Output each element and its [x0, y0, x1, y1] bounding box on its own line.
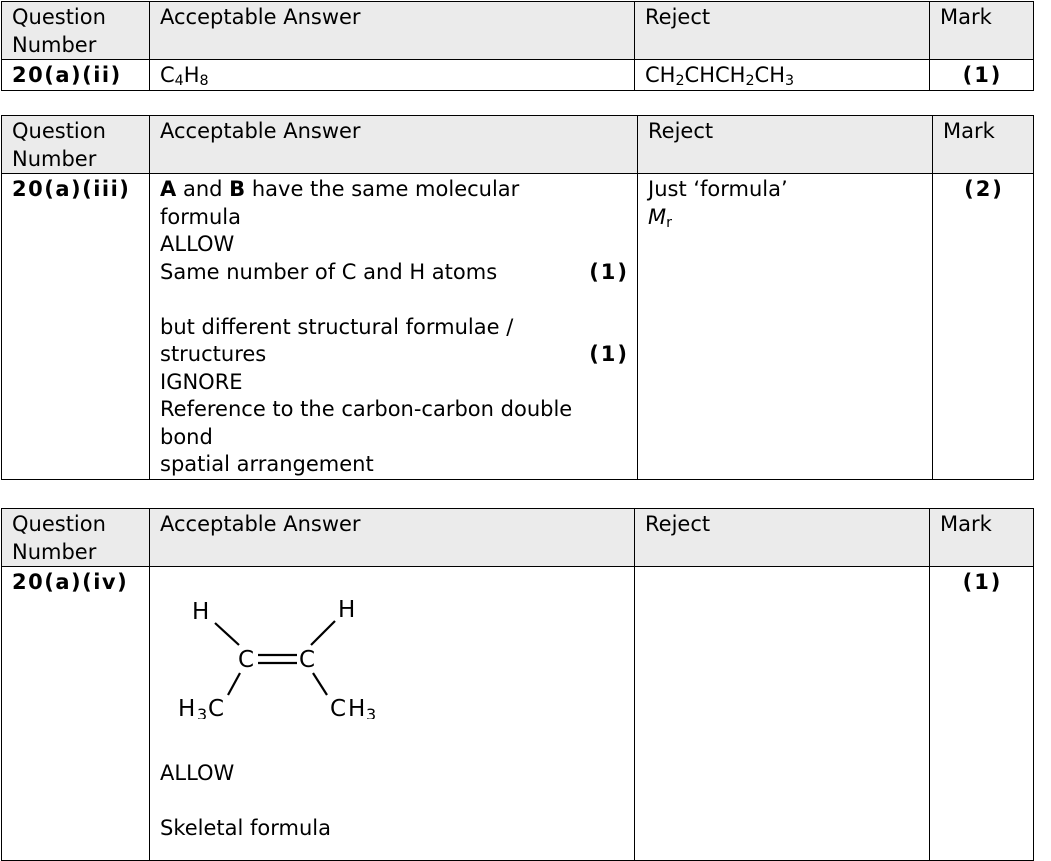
answer-row [2, 60, 1034, 91]
header-mark: Mark [933, 116, 1034, 174]
bond-ch3-right [313, 673, 327, 695]
header-mark: Mark [930, 509, 1034, 567]
reject-answer [638, 174, 933, 480]
acceptable-answer [150, 567, 635, 861]
mark: (1) [930, 60, 1034, 91]
formula-part: H [183, 63, 200, 87]
header-question-number: Question Number [2, 509, 150, 567]
h3c-subscript: 3 [197, 705, 208, 719]
answer-line: Reference to the carbon-carbon double [160, 397, 573, 421]
ch3-h-label: H [348, 696, 366, 719]
c-left-label: C [238, 647, 255, 673]
question-number: 20(a)(iii) [2, 174, 150, 480]
ignore-label: IGNORE [160, 369, 243, 394]
spacer [160, 788, 626, 816]
answer-text: structures [160, 342, 267, 366]
relative-mass-symbol: M [648, 204, 667, 229]
answer-line: Skeletal formula [160, 816, 332, 840]
header-row [2, 116, 1034, 174]
allow-label: ALLOW [160, 761, 235, 785]
h3c-h-label: H [178, 696, 196, 719]
label-b: B [229, 177, 246, 201]
ch3-c-label: C [330, 696, 347, 719]
header-question-number: Question Number [2, 2, 150, 60]
answer-line: formula [160, 204, 241, 229]
mark-table-20a-ii [1, 1, 1034, 91]
bond-h-left [215, 623, 239, 645]
answer-line: bond [160, 424, 213, 449]
conjunction: and [182, 177, 223, 201]
mark-table-20a-iv [1, 508, 1034, 861]
but-2-ene-structure-diagram [170, 579, 410, 719]
bond-ch3-left [228, 673, 240, 695]
formula-subscript: 3 [785, 73, 795, 90]
formula-part: CH [645, 63, 676, 87]
formula-subscript: 2 [675, 73, 685, 90]
ch3-subscript: 3 [366, 705, 377, 719]
acceptable-answer [150, 174, 638, 480]
formula-part: CH [754, 63, 786, 87]
c-right-label: C [299, 647, 316, 673]
header-reject: Reject [635, 509, 930, 567]
answer-row [2, 567, 1034, 861]
answer-text: Same number of C and H atoms [160, 259, 498, 284]
question-number: 20(a)(iv) [2, 567, 150, 861]
mark: (1) [930, 567, 1034, 861]
spacer [160, 286, 629, 314]
relative-mass-subscript: r [666, 214, 672, 231]
formula-part: C [160, 63, 175, 87]
header-acceptable-answer: Acceptable Answer [150, 509, 635, 567]
header-mark: Mark [930, 2, 1034, 60]
label-a: A [160, 177, 177, 201]
sub-mark: (1) [589, 342, 629, 366]
header-acceptable-answer: Acceptable Answer [150, 116, 638, 174]
bond-h-right [311, 621, 335, 645]
sub-mark: (1) [589, 259, 629, 284]
reject-line [648, 204, 924, 232]
h3c-c-label: C [208, 696, 225, 719]
formula-subscript: 4 [174, 73, 184, 90]
reject-answer [635, 567, 930, 861]
acceptable-answer [150, 60, 635, 91]
question-number: 20(a)(ii) [2, 60, 150, 91]
answer-line: spatial arrangement [160, 452, 374, 476]
header-acceptable-answer: Acceptable Answer [150, 2, 635, 60]
answer-line-with-mark [160, 341, 629, 369]
header-reject: Reject [635, 2, 930, 60]
reject-line: Just ‘formula’ [648, 177, 788, 201]
mark-table-20a-iii [1, 115, 1034, 480]
header-row [2, 509, 1034, 567]
mark: (2) [933, 174, 1034, 480]
formula-subscript: 2 [745, 73, 755, 90]
h-left-label: H [192, 599, 210, 625]
formula-part: CHCH [684, 63, 746, 87]
answer-line: but different structural formulae / [160, 314, 514, 339]
answer-text: have the same molecular [251, 177, 520, 201]
bond-lines [215, 621, 335, 695]
header-question-number: Question Number [2, 116, 150, 174]
header-reject: Reject [638, 116, 933, 174]
header-row [2, 2, 1034, 60]
allow-label: ALLOW [160, 232, 235, 256]
reject-answer [635, 60, 930, 91]
answer-line-with-mark [160, 259, 629, 287]
h-right-label: H [338, 597, 356, 623]
answer-line [160, 176, 629, 204]
answer-row [2, 174, 1034, 480]
formula-subscript: 8 [199, 73, 209, 90]
